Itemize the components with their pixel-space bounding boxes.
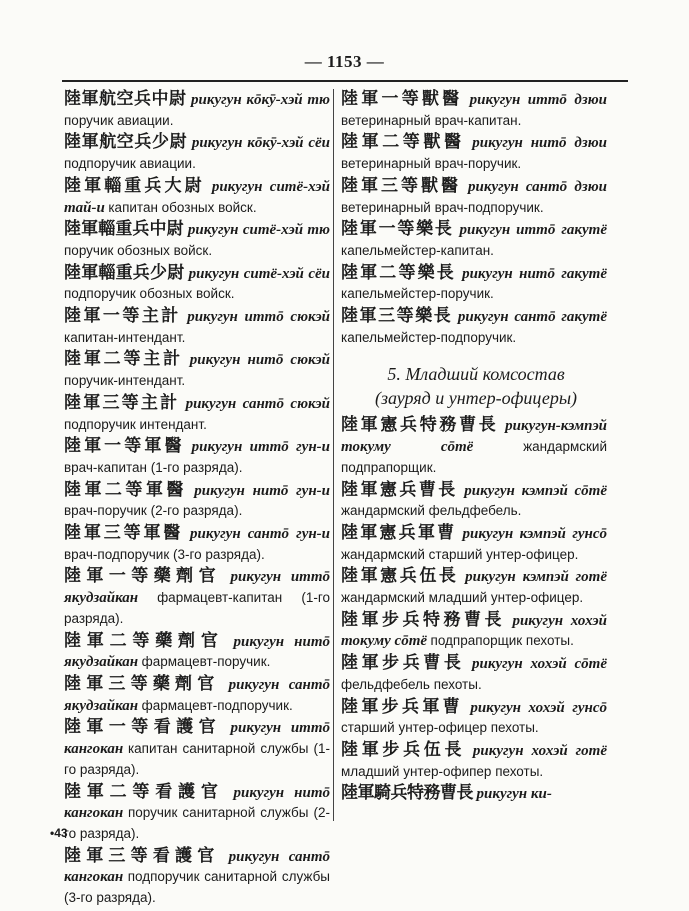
entry-kanji: 陸軍三等藥劑官 xyxy=(64,673,220,694)
entry-kanji: 陸軍二等樂長 xyxy=(341,262,456,283)
entry-kanji: 陸軍憲兵曹長 xyxy=(341,479,458,500)
entry-kanji: 陸軍輜重兵中尉 xyxy=(64,219,184,240)
entry-translation: капитан-интендант. xyxy=(64,329,186,345)
entry-translation: поручик-интендант. xyxy=(64,373,186,389)
entry-translation: подпоручик санитарной службы (3-го разряда). xyxy=(64,869,330,906)
right-entries-bottom xyxy=(341,416,607,805)
entry-kanji: 陸軍輜重兵少尉 xyxy=(64,262,185,283)
dictionary-entry xyxy=(341,567,607,608)
entry-translation: ветеринарный врач-капитан. xyxy=(341,112,522,128)
dictionary-entry xyxy=(341,177,607,218)
entry-romaji: рикугун сантō гун-и xyxy=(190,526,331,543)
entry-translation: старший унтер-офицер пехоты. xyxy=(341,720,539,736)
entry-romaji: рикугун кэмпэй сōтё xyxy=(464,482,608,499)
entry-kanji: 陸軍一等軍醫 xyxy=(64,436,185,457)
entry-kanji: 陸軍二等軍醫 xyxy=(64,479,187,500)
entry-translation: фармацевт-капитан (1-го разряда). xyxy=(64,590,331,626)
entry-romaji: рикугун сантō якудзайкан xyxy=(64,676,331,714)
right-entries-top xyxy=(341,90,607,348)
entry-romaji: рикугун иттō сюкэй xyxy=(187,309,331,326)
entry-translation: врач-подпоручик (3-го разряда). xyxy=(64,546,265,562)
entry-romaji: рикугун ки- xyxy=(476,786,552,803)
entry-kanji: 陸軍三等看護官 xyxy=(64,845,220,866)
entry-romaji: рикугун хохэй сōтё xyxy=(472,656,608,673)
entry-romaji: рикугун сантō сюкэй xyxy=(185,395,330,412)
dictionary-entry xyxy=(64,718,330,780)
entry-translation: врач-поручик (2-го разряда). xyxy=(64,503,243,519)
dictionary-entry xyxy=(64,783,330,845)
entry-romaji: рикугун кōкӯ-хэй тю xyxy=(191,92,331,108)
dictionary-entry xyxy=(64,177,330,218)
entry-translation: фармацевт-поручик. xyxy=(141,654,271,670)
dictionary-entry xyxy=(341,698,607,739)
entry-kanji: 陸軍一等主計 xyxy=(64,306,181,327)
header-rule xyxy=(62,80,628,82)
entry-romaji: рикугун хохэй гунсō xyxy=(470,699,608,716)
entry-translation: поручик обозных войск. xyxy=(64,242,213,258)
entry-translation: капельмейстер-подпоручик. xyxy=(341,329,517,345)
entry-romaji: рикугун иттō якудзайкан xyxy=(64,569,330,607)
entry-translation: подпоручик интендант. xyxy=(64,416,207,432)
dictionary-entry xyxy=(64,133,330,174)
entry-translation: капельмейстер-поручик. xyxy=(341,286,494,302)
entry-romaji: рикугун кэмпэй готё xyxy=(465,569,608,586)
entry-translation: капельмейстер-капитан. xyxy=(341,242,494,258)
entry-kanji: 陸軍憲兵伍長 xyxy=(341,566,459,587)
dictionary-entry xyxy=(64,567,330,629)
dictionary-entry xyxy=(341,307,607,348)
right-column xyxy=(341,90,607,807)
entry-romaji: рикугун кōкӯ-хэй сёи xyxy=(191,135,331,152)
entry-translation: жандармский подпрапорщик. xyxy=(341,439,607,475)
entry-kanji: 陸軍憲兵特務曹長 xyxy=(341,415,499,436)
dictionary-entry xyxy=(341,611,607,652)
dictionary-entry xyxy=(341,133,607,174)
entry-romaji: рикугун сантō гакутё xyxy=(457,309,608,326)
dictionary-entry xyxy=(64,675,330,716)
dictionary-entry xyxy=(341,264,607,305)
dictionary-entry xyxy=(341,654,607,695)
entry-kanji: 陸軍騎兵特務曹長 xyxy=(341,783,473,804)
entry-kanji: 陸軍二等看護官 xyxy=(64,781,224,802)
entry-kanji: 陸軍一等樂長 xyxy=(341,219,454,240)
entry-kanji: 陸軍二等獸醫 xyxy=(341,132,465,153)
entry-translation: подпоручик авиации. xyxy=(64,156,196,172)
entry-translation: фельдфебель пехоты. xyxy=(341,676,482,692)
page-number: — 1153 — xyxy=(304,52,385,71)
dictionary-entry xyxy=(64,847,330,909)
dictionary-entry xyxy=(64,90,330,131)
entry-kanji: 陸軍憲兵軍曹 xyxy=(341,522,457,543)
dictionary-entry xyxy=(64,220,330,261)
footer-mark: •43 xyxy=(50,826,68,840)
dictionary-entry xyxy=(64,481,330,522)
entry-kanji: 陸軍步兵伍長 xyxy=(341,739,466,760)
entry-translation: жандармский фельдфебель. xyxy=(341,503,522,519)
entry-romaji: рикугун нитō гакутё xyxy=(462,265,607,282)
entry-kanji: 陸軍一等看護官 xyxy=(64,717,222,738)
dictionary-entry xyxy=(64,350,330,391)
entry-translation: жандармский старший унтер-офицер. xyxy=(341,546,579,562)
entry-kanji: 陸軍航空兵中尉 xyxy=(64,89,187,109)
dictionary-entry xyxy=(341,416,607,478)
entry-translation: капитан обозных войск. xyxy=(108,199,257,215)
entry-kanji: 陸軍二等藥劑官 xyxy=(64,630,224,651)
entry-kanji: 陸軍三等獸醫 xyxy=(341,175,462,196)
entry-romaji: рикугун-кэмпэй токуму сōтё xyxy=(341,418,608,456)
left-column xyxy=(64,90,330,911)
entry-romaji: рикугун нитō кангокан xyxy=(64,784,331,822)
dictionary-entry xyxy=(64,524,330,565)
entry-translation: ветеринарный врач-подпоручик. xyxy=(341,199,544,215)
entry-romaji: рикугун хохэй токуму сōтё xyxy=(341,612,608,650)
entry-kanji: 陸軍航空兵少尉 xyxy=(64,132,188,153)
dictionary-entry xyxy=(341,481,607,522)
entry-kanji: 陸軍輜重兵大尉 xyxy=(64,175,205,196)
entry-romaji: рикугун кэмпэй гунсō xyxy=(462,525,607,542)
entry-kanji: 陸軍步兵軍曹 xyxy=(341,696,463,717)
entry-kanji: 陸軍三等軍醫 xyxy=(64,523,184,544)
dictionary-entry xyxy=(64,307,330,348)
entry-kanji: 陸軍三等樂長 xyxy=(341,306,453,327)
entry-translation: младший унтер-офипер пехоты. xyxy=(341,763,544,779)
entry-translation: ветеринарный врач-поручик. xyxy=(341,156,522,172)
entry-translation: жандармский младший унтер-офицер. xyxy=(341,590,584,606)
entry-translation: фармацевт-подпоручик. xyxy=(141,697,293,713)
entry-translation: подпоручик обозных войск. xyxy=(64,286,235,302)
entry-kanji: 陸軍一等獸醫 xyxy=(341,89,463,109)
entry-romaji: рикугун иттō дзюи xyxy=(469,92,607,108)
entry-romaji: рикугун ситё-хэй тю xyxy=(187,222,331,239)
entry-romaji: рикугун нитō дзюи xyxy=(472,135,607,152)
entry-kanji: 陸軍三等主計 xyxy=(64,392,180,413)
entry-kanji: 陸軍二等主計 xyxy=(64,349,183,370)
dictionary-entry xyxy=(64,437,330,478)
entry-romaji: рикугун нитō сюкэй xyxy=(189,352,330,369)
dictionary-entry xyxy=(341,220,607,261)
entry-romaji: рикугун иттō кангокан xyxy=(64,720,330,758)
dictionary-entry xyxy=(341,784,607,805)
dictionary-entry xyxy=(341,524,607,565)
entry-romaji: рикугун нитō гун-и xyxy=(194,482,330,499)
entry-romaji: рикугун иттō гун-и xyxy=(191,439,331,456)
entry-translation: поручик авиации. xyxy=(64,112,174,128)
entry-translation: поручик санитарной службы (2-го разряда). xyxy=(64,805,330,841)
dictionary-entry xyxy=(64,394,330,435)
dictionary-entry xyxy=(341,741,607,782)
section-heading-subtitle: (зауряд и унтер-офицеры) xyxy=(374,388,578,409)
dictionary-entry xyxy=(64,632,330,673)
entry-romaji: рикугун сантō кангокан xyxy=(64,848,331,886)
entry-kanji: 陸軍一等藥劑官 xyxy=(64,566,222,587)
column-divider xyxy=(333,89,334,821)
entry-romaji: рикугун хохэй готё xyxy=(472,742,608,759)
entry-kanji: 陸軍步兵特務曹長 xyxy=(341,609,505,630)
entry-romaji: рикугун нитō якудзайкан xyxy=(64,633,331,671)
entry-translation: врач-капитан (1-го разряда). xyxy=(64,459,243,475)
dictionary-entry xyxy=(64,264,330,305)
entry-translation: подпрапорщик пехоты. xyxy=(430,633,574,649)
entry-kanji: 陸軍步兵曹長 xyxy=(341,653,465,674)
section-heading xyxy=(345,362,607,410)
entry-romaji: рикугун сантō дзюи xyxy=(468,178,608,195)
entry-romaji: рикугун иттō гакутё xyxy=(459,222,608,239)
entry-romaji: рикугун ситё-хэй тай-и xyxy=(64,178,330,216)
entry-romaji: рикугун ситё-хэй сёи xyxy=(188,265,331,282)
dictionary-entry xyxy=(341,90,607,131)
section-heading-title: 5. Младший комсостав xyxy=(387,364,565,385)
entry-translation: капитан санитарной службы (1-го разряда). xyxy=(64,741,331,777)
